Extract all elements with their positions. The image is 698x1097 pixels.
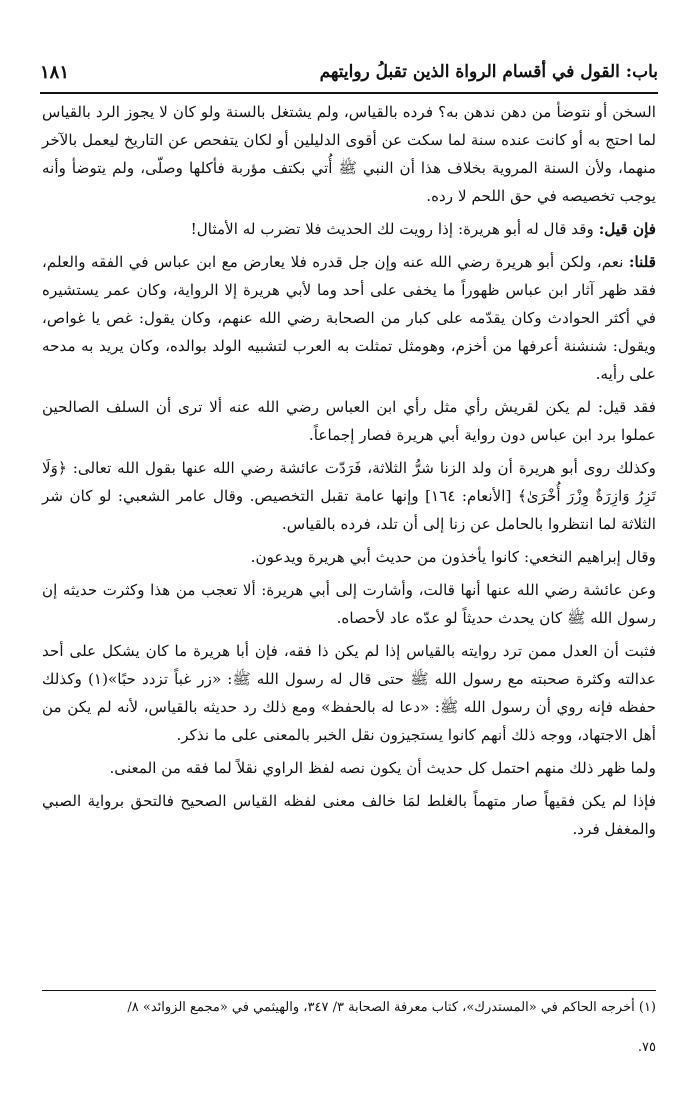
paragraph: ولما ظهر ذلك منهم احتمل كل حديث أن يكون نصه لفظ الراوي نقلاً لما فقه من المعنى. bbox=[109, 759, 656, 777]
chapter-title: باب: القول في أقسام الرواة الذين تقبلُ روايتهم bbox=[319, 62, 658, 82]
paragraph-lead: فإن قيل: bbox=[598, 220, 656, 238]
paragraph: وكذلك روى أبو هريرة أن ولد الزنا شرُّ الثلاثة، فَرَدّت عائشة رضي الله عنها بقول الله تعالى: ﴿وَلَا تَزِرُ وَازِرَةٌ وِزْرَ أُخْرَىٰ﴾ [الأنعام: ١٦٤] وإنها عامة تقبل التخصيص. وقال عامر الشعبي: لو كان شر الثلاثة لما انتظروا بالحامل عن زنا إلى أن تلد، فرده بالقياس. bbox=[42, 459, 657, 533]
paragraph: وقال إبراهيم النخعي: كانوا يأخذون من حديث أبي هريرة ويدعون. bbox=[250, 548, 656, 566]
footnotes bbox=[42, 996, 656, 1076]
page-number: ١٨١ bbox=[40, 61, 70, 83]
paragraph: فثبت أن العدل ممن ترد روايته بالقياس إذا لم يكن ذا فقه، فإن أبا هريرة ما كان يشكل على أحد عدالته وكثرة صحبته مع رسول الله ﷺ حتى قال له رسول الله ﷺ: «زر غباً تزدد حبًا»(١) وكذلك حفظه فإنه روي أن رسول الله ﷺ: «دعا له بالحفظ» ومع ذلك رد حديثه بالقياس، لأنه لم يكن من أهل الاجتهاد، ووجه ذلك أنهم كانوا يستجيزون نقل الخبر بالمعنى على ما نذكر. bbox=[42, 642, 656, 744]
footnote-line: ٧٥. bbox=[637, 1040, 656, 1055]
paragraph: فإن قيل: وقد قال له أبو هريرة: إذا رويت لك الحديث فلا تضرب له الأمثال! bbox=[190, 220, 656, 238]
paragraph: فإذا لم يكن فقيهاً صار متهماً بالغلط لمَا خالف معنى لفظه القياس الصحيح فالتحق برواية الصبي والمغفل فرد. bbox=[42, 792, 656, 838]
page-header bbox=[40, 52, 658, 94]
paragraph: وعن عائشة رضي الله عنها أنها قالت، وأشارت إلى أبي هريرة: ألا تعجب من هذا وكثرت حديثه إن رسول الله ﷺ كان يحدث حديثاً لو عدّه عاد لأحصاه. bbox=[42, 581, 656, 627]
footnote-line: (١) أخرجه الحاكم في «المستدرك»، كتاب معرفة الصحابة ٣/ ٣٤٧، والهيثمي في «مجمع الزوائد» ٨/ bbox=[127, 1000, 656, 1015]
paragraph: فقد قيل: لم يكن لقريش رأي مثل رأي ابن العباس رضي الله عنه ألا ترى أن السلف الصالحين عملوا برد ابن عباس دون رواية أبي هريرة فصار إجماعاً. bbox=[42, 398, 656, 444]
paragraph: السخن أو نتوضأ من دهن ندهن به؟ فرده بالقياس، ولم يشتغل بالسنة ولو كان لا يجوز الرد بالقياس لما احتج به أو كانت عنده سنة لما سكت عن أقوى الدليلين أو لكان يتفحص عن التاريخ ليعمل بالآخر منهما، ولأن السنة المروية بخلاف هذا أن النبي ﷺ أُتي بكتف مؤربة فأكلها وصلّى، ولم يتوضأ وأنه يوجب تخصيصه في حق اللحم لا رده. bbox=[42, 103, 656, 205]
paragraph: قلنا: نعم، ولكن أبو هريرة رضي الله عنه وإن جل قدره فلا يعارض مع ابن عباس في الفقه والعلم، فقد ظهر آثار ابن عباس ظهوراً ما يخفى على أحد وما لأبي هريرة إلا الرواية، وكان عمر يستشيره في أكثر الحوادث وكان يقدّمه على كبار من الصحابة رضي الله عنهم، وكان يقول: غص يا غواص، ويقول: شنشنة أعرفها من أخزم، وهومثل تمثلت به العرب لتشبيه الولد بوالده، وكان يريد به مدحه على رأيه. bbox=[42, 253, 656, 383]
footnote-divider bbox=[42, 990, 656, 991]
paragraph-lead: قلنا: bbox=[628, 253, 656, 271]
main-text bbox=[42, 98, 656, 978]
